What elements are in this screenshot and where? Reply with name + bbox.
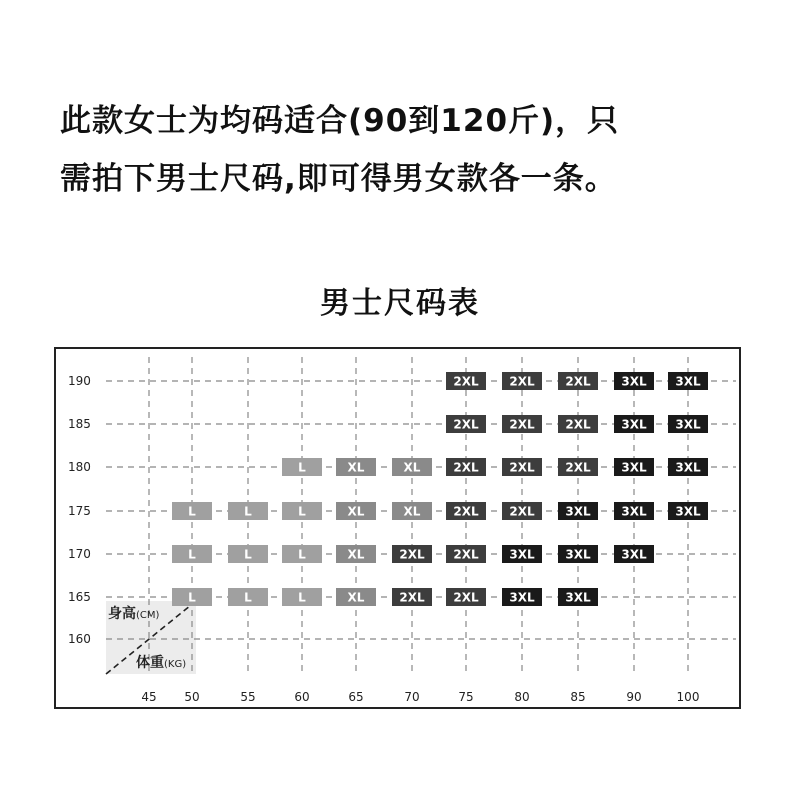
size-badge-185-75: [446, 415, 486, 433]
size-badge-label: L: [244, 504, 252, 519]
size-badge-label: 3XL: [675, 504, 701, 519]
size-badge-180-90: [614, 458, 654, 476]
size-badge-180-80: [502, 458, 542, 476]
size-badge-180-100: [668, 458, 708, 476]
size-badge-165-55: [228, 588, 268, 606]
size-badge-label: 2XL: [565, 417, 591, 432]
size-badge-label: XL: [347, 460, 365, 475]
y-tick-185: 185: [68, 417, 91, 431]
size-badge-190-90: [614, 372, 654, 390]
size-badge-label: 2XL: [565, 460, 591, 475]
headline-line-2: 需拍下男士尺码,即可得男女款各一条。: [60, 161, 617, 197]
size-badge-label: XL: [403, 504, 421, 519]
size-badge-label: 2XL: [453, 504, 479, 519]
size-badge-label: L: [188, 547, 196, 562]
size-badge-175-80: [502, 502, 542, 520]
y-tick-170: 170: [68, 547, 91, 561]
x-tick-60: 60: [294, 690, 310, 704]
size-badge-label: L: [244, 547, 252, 562]
size-badge-label: 3XL: [565, 590, 591, 605]
size-badge-175-85: [558, 502, 598, 520]
y-tick-180: 180: [68, 460, 91, 474]
y-tick-175: 175: [68, 504, 91, 518]
size-badge-165-75: [446, 588, 486, 606]
size-badge-label: 2XL: [565, 374, 591, 389]
size-badge-label: 2XL: [453, 374, 479, 389]
size-badge-165-70: [392, 588, 432, 606]
size-badge-label: L: [298, 504, 306, 519]
size-badge-label: 3XL: [621, 504, 647, 519]
x-tick-80: 80: [514, 690, 530, 704]
size-badge-label: 3XL: [565, 547, 591, 562]
x-tick-100: 100: [676, 690, 700, 704]
size-badge-170-65: [336, 545, 376, 563]
size-badge-180-65: [336, 458, 376, 476]
size-badge-170-70: [392, 545, 432, 563]
size-badge-label: 3XL: [675, 374, 701, 389]
size-badge-175-100: [668, 502, 708, 520]
size-badge-175-70: [392, 502, 432, 520]
size-badge-190-80: [502, 372, 542, 390]
x-tick-85: 85: [570, 690, 586, 704]
x-tick-65: 65: [348, 690, 364, 704]
size-badge-170-90: [614, 545, 654, 563]
y-tick-160: 160: [68, 632, 91, 646]
size-badge-label: 2XL: [509, 417, 535, 432]
size-badge-label: XL: [347, 504, 365, 519]
size-badge-190-85: [558, 372, 598, 390]
y-tick-165: 165: [68, 590, 91, 604]
size-badge-label: 2XL: [453, 547, 479, 562]
size-badge-170-60: [282, 545, 322, 563]
size-badge-185-80: [502, 415, 542, 433]
size-badge-label: 2XL: [453, 460, 479, 475]
size-badge-190-75: [446, 372, 486, 390]
x-tick-90: 90: [626, 690, 642, 704]
height-axis-label: 身高(CM): [108, 606, 160, 622]
size-badge-label: 2XL: [509, 504, 535, 519]
size-badge-label: 2XL: [509, 460, 535, 475]
size-badge-label: 2XL: [509, 374, 535, 389]
size-badge-185-100: [668, 415, 708, 433]
size-chart: [56, 349, 739, 707]
size-badge-label: 3XL: [509, 590, 535, 605]
size-badge-165-85: [558, 588, 598, 606]
size-badge-165-65: [336, 588, 376, 606]
size-badge-175-90: [614, 502, 654, 520]
size-badge-175-50: [172, 502, 212, 520]
size-badge-label: 3XL: [509, 547, 535, 562]
size-badge-180-85: [558, 458, 598, 476]
size-badge-label: L: [298, 547, 306, 562]
size-badge-label: XL: [347, 590, 365, 605]
size-badge-175-65: [336, 502, 376, 520]
size-badge-185-90: [614, 415, 654, 433]
size-badge-165-60: [282, 588, 322, 606]
size-badge-label: L: [188, 590, 196, 605]
size-badge-label: L: [298, 590, 306, 605]
size-badge-170-80: [502, 545, 542, 563]
size-badge-label: 3XL: [621, 417, 647, 432]
size-badge-165-80: [502, 588, 542, 606]
size-badge-175-55: [228, 502, 268, 520]
size-chart-frame: [54, 347, 741, 709]
size-badge-175-60: [282, 502, 322, 520]
x-tick-70: 70: [404, 690, 420, 704]
y-tick-190: 190: [68, 374, 91, 388]
size-badge-label: 3XL: [565, 504, 591, 519]
size-badge-170-75: [446, 545, 486, 563]
size-badge-label: XL: [403, 460, 421, 475]
size-badge-185-85: [558, 415, 598, 433]
size-badge-label: 2XL: [399, 547, 425, 562]
size-badge-label: L: [188, 504, 196, 519]
size-badge-label: 3XL: [621, 547, 647, 562]
chart-title: 男士尺码表: [320, 286, 480, 321]
size-badge-label: 2XL: [453, 590, 479, 605]
x-tick-50: 50: [184, 690, 200, 704]
x-tick-55: 55: [240, 690, 256, 704]
weight-axis-label: 体重(KG): [136, 655, 187, 671]
size-badge-170-55: [228, 545, 268, 563]
size-badge-label: 2XL: [453, 417, 479, 432]
size-badge-label: XL: [347, 547, 365, 562]
size-badge-label: L: [298, 460, 306, 475]
size-badge-190-100: [668, 372, 708, 390]
size-badge-170-85: [558, 545, 598, 563]
size-badge-label: 3XL: [675, 460, 701, 475]
size-badge-180-70: [392, 458, 432, 476]
size-badge-label: L: [244, 590, 252, 605]
size-badge-label: 2XL: [399, 590, 425, 605]
size-badge-175-75: [446, 502, 486, 520]
x-tick-75: 75: [458, 690, 474, 704]
size-badge-label: 3XL: [621, 460, 647, 475]
size-badge-180-75: [446, 458, 486, 476]
size-badge-label: 3XL: [621, 374, 647, 389]
headline: [60, 92, 760, 208]
size-badge-180-60: [282, 458, 322, 476]
headline-line-1: 此款女士为均码适合(90到120斤)，只: [60, 103, 620, 139]
size-badge-170-50: [172, 545, 212, 563]
x-tick-45: 45: [141, 690, 157, 704]
size-badge-label: 3XL: [675, 417, 701, 432]
size-badge-165-50: [172, 588, 212, 606]
